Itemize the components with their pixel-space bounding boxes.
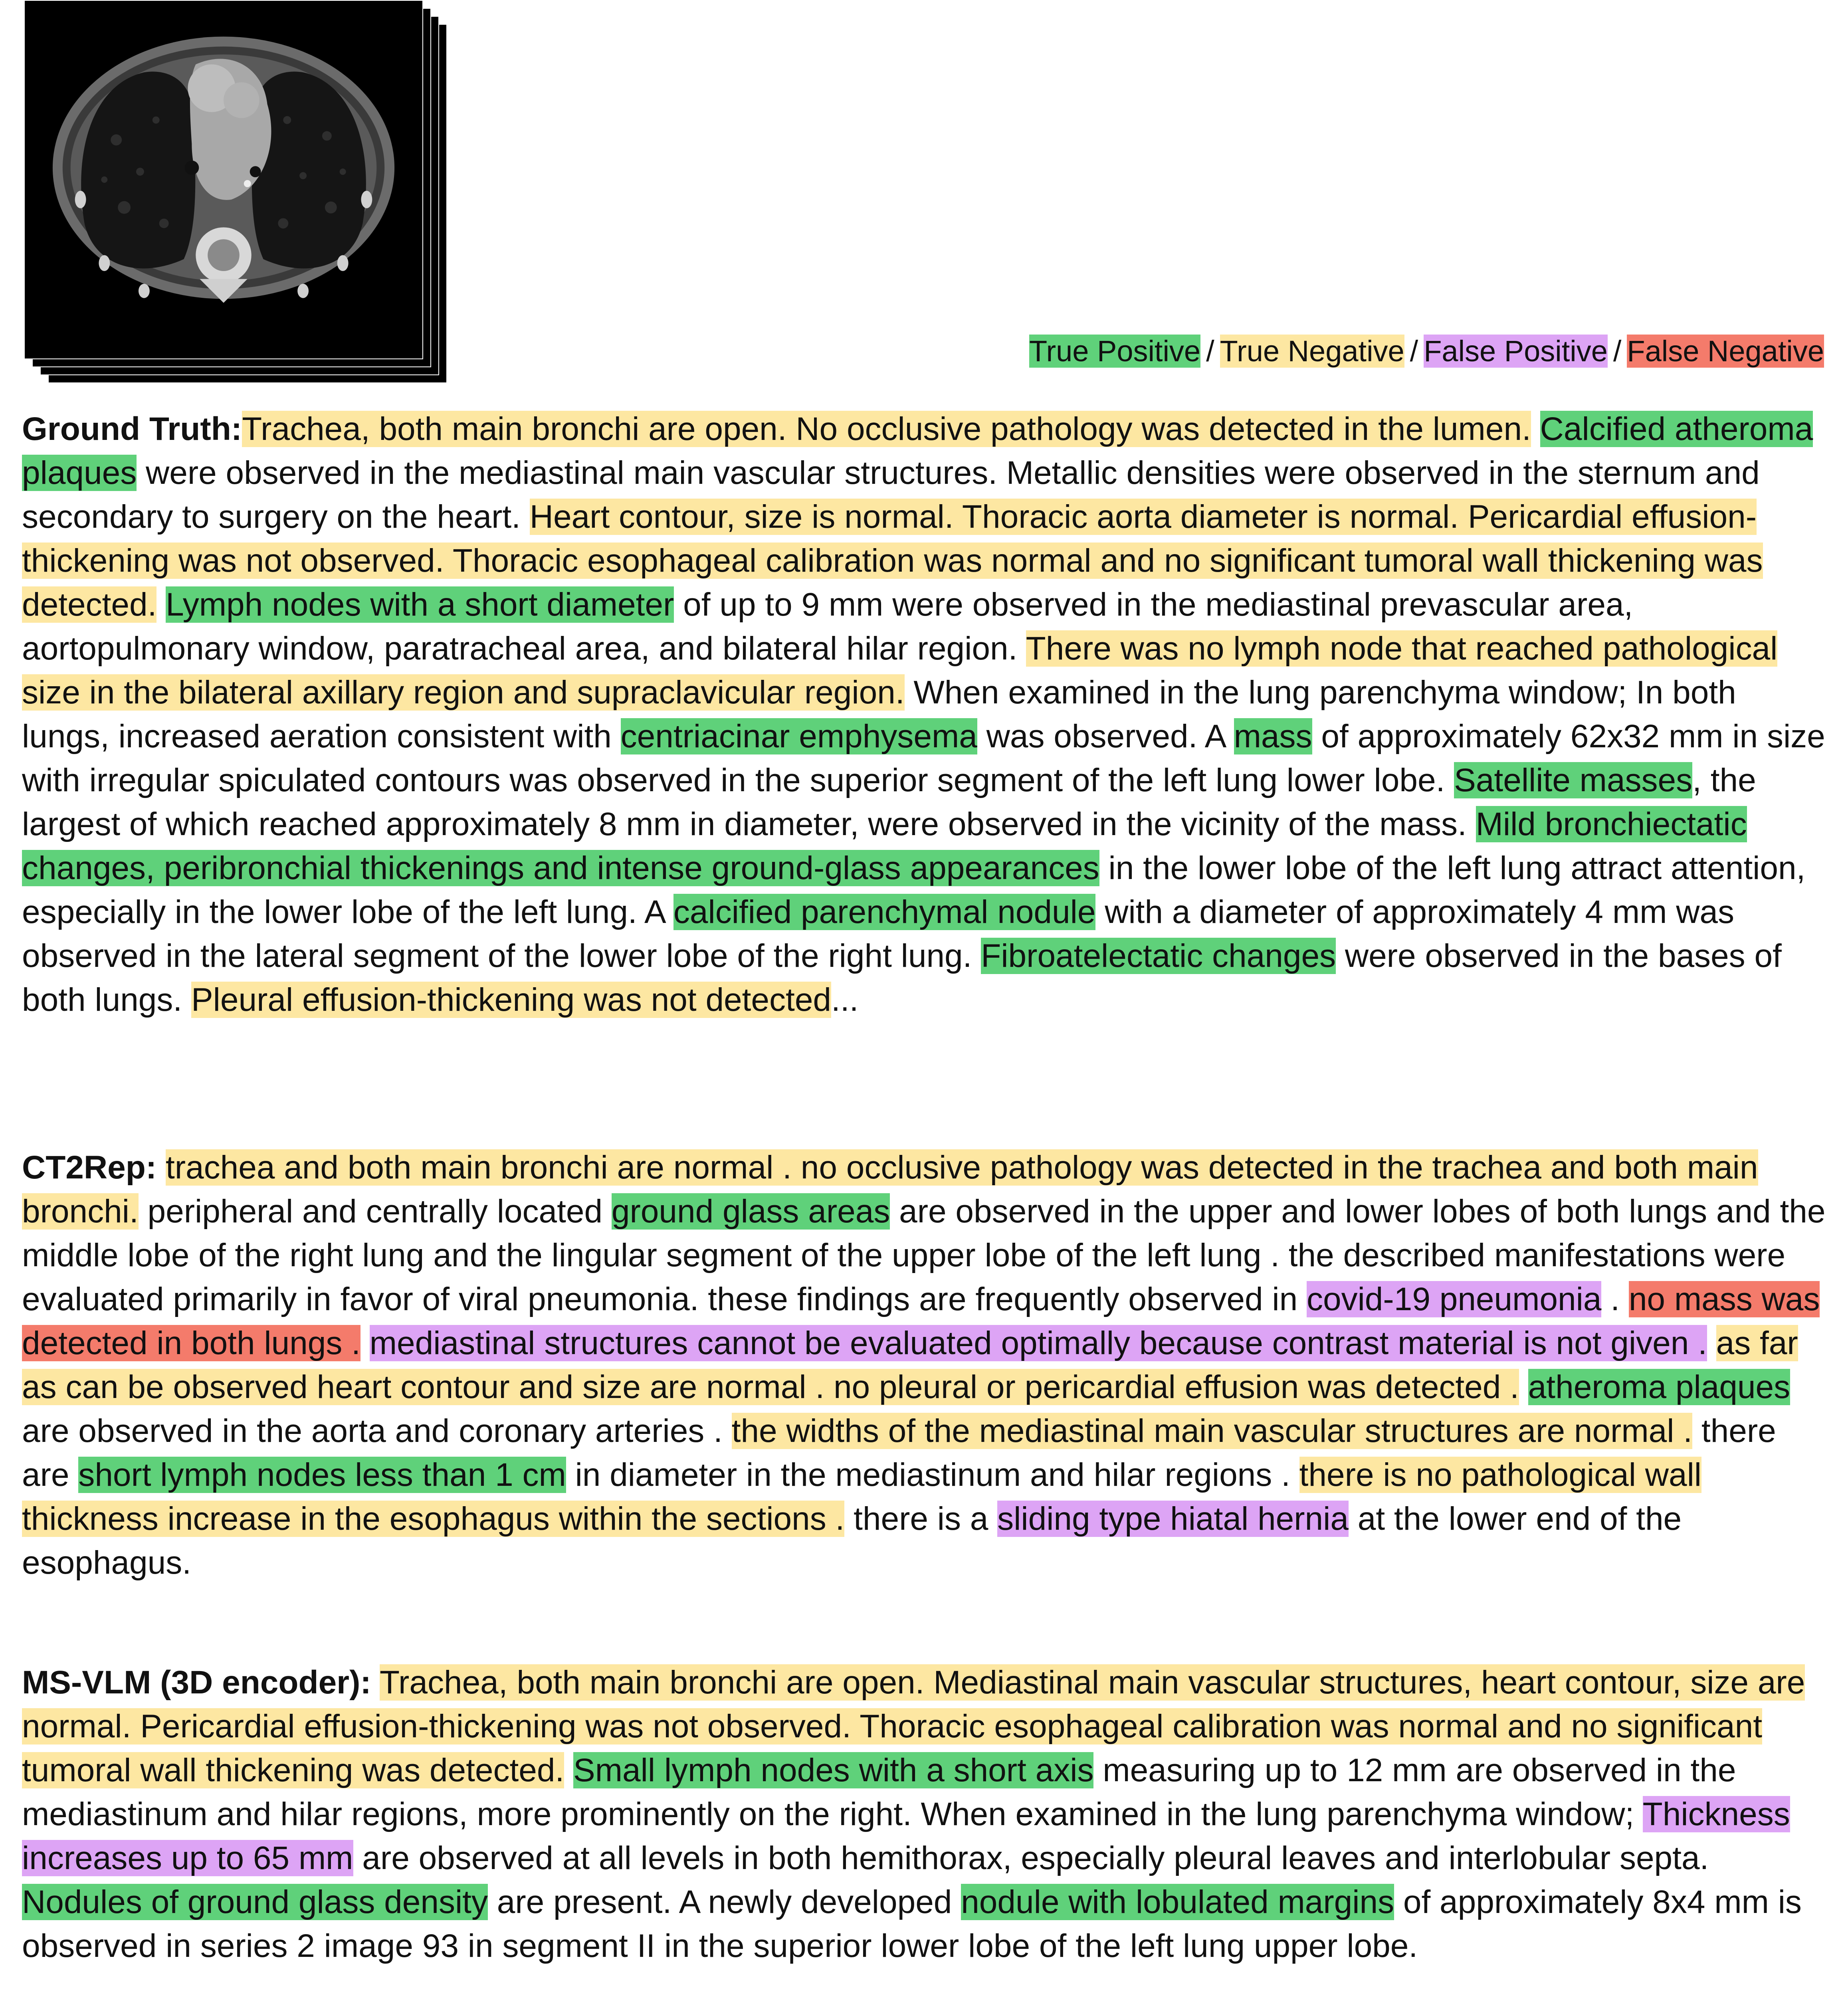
chest-ct-image xyxy=(25,1,422,358)
report-ground-truth xyxy=(22,407,1830,1022)
report-ct2rep xyxy=(22,1146,1830,1585)
legend-true-positive: True Positive xyxy=(1029,335,1201,368)
plain-text-span: with a diameter of approximately 4 mm was observed in the lateral segment of the lower lobe of the right lung. xyxy=(22,894,1735,974)
plain-text-span: are observed in the upper and lower lobes of both lungs and the middle lobe of the right lung and the lingular segment of the upper lobe of the left lung . the described manifestations were evaluated primarily in favor of viral pneumonia. these findings are frequently observed in xyxy=(22,1193,1826,1317)
true-positive-span: ground glass areas xyxy=(611,1193,890,1230)
report-label: Ground Truth: xyxy=(22,411,242,447)
report-label: CT2Rep: xyxy=(22,1149,157,1186)
false-positive-span: sliding type hiatal hernia xyxy=(997,1501,1349,1537)
plain-text-span: are present. A newly developed xyxy=(487,1884,961,1920)
true-positive-span: mass xyxy=(1234,718,1312,754)
legend-false-negative: False Negative xyxy=(1627,335,1824,368)
false-positive-span: mediastinal structures cannot be evaluated optimally because contrast material is not given . xyxy=(369,1325,1707,1361)
legend-separator: / xyxy=(1613,335,1622,368)
highlight-legend xyxy=(1029,331,1824,371)
true-positive-span: centriacinar emphysema xyxy=(620,718,977,754)
true-negative-span: Heart contour, size is normal. Thoracic aorta diameter is normal. Pericardial effusion-thickening was not observed. Thoracic esophageal calibration was normal and no significant tumoral wall thickening was detected. xyxy=(22,499,1763,623)
plain-text-span: ... xyxy=(831,982,859,1018)
true-positive-span: Lymph nodes with a short diameter xyxy=(166,586,674,623)
true-negative-span: Pleural effusion-thickening was not detected xyxy=(191,982,832,1018)
plain-text-span: peripheral and centrally located xyxy=(138,1193,612,1230)
plain-text-span: of up to 9 mm were observed in the mediastinal prevascular area, aortopulmonary window, paratracheal area, and bilateral hilar region. xyxy=(22,586,1633,667)
report-body xyxy=(22,1664,1805,1964)
report-label: MS-VLM (3D encoder): xyxy=(22,1664,371,1701)
ct-scan-stack xyxy=(24,0,431,383)
plain-text-span xyxy=(1707,1325,1716,1361)
plain-text-span: When examined in the lung parenchyma window; In both lungs, increased aeration consistent with xyxy=(22,674,1736,754)
true-negative-span: There was no lymph node that reached pathological size in the bilateral axillary region and supraclavicular region. xyxy=(22,630,1778,711)
plain-text-span xyxy=(156,586,166,623)
plain-text-span xyxy=(1519,1369,1528,1405)
plain-text-span: are observed in the aorta and coronary arteries . xyxy=(22,1413,732,1449)
true-negative-span: there is no pathological wall thickness increase in the esophagus within the sections . xyxy=(22,1457,1702,1537)
true-positive-span: Nodules of ground glass density xyxy=(22,1884,488,1920)
report-body xyxy=(22,411,1825,1018)
plain-text-span xyxy=(564,1752,573,1788)
plain-text-span: were observed in the bases of both lungs. xyxy=(22,938,1782,1018)
plain-text-span: . xyxy=(1601,1281,1629,1317)
true-positive-span: Fibroatelectatic changes xyxy=(981,938,1336,974)
true-negative-span: Trachea, both main bronchi are open. No occlusive pathology was detected in the lumen. xyxy=(242,411,1531,447)
true-negative-span: the widths of the mediastinal main vascular structures are normal . xyxy=(731,1413,1693,1449)
plain-text-span: are observed at all levels in both hemithorax, especially pleural leaves and interlobular septa. xyxy=(353,1840,1709,1876)
plain-text-span xyxy=(1531,411,1540,447)
true-positive-span: atheroma plaques xyxy=(1528,1369,1791,1405)
plain-text-span: of approximately 62x32 mm in size with irregular spiculated contours was observed in the superior segment of the left lung lower lobe. xyxy=(22,718,1825,798)
report-body xyxy=(22,1149,1826,1581)
plain-text-span xyxy=(360,1325,370,1361)
plain-text-span: there are xyxy=(22,1413,1776,1493)
plain-text-span: , the largest of which reached approximately 8 mm in diameter, were observed in the vicinity of the mass. xyxy=(22,762,1756,842)
plain-text-span: were observed in the mediastinal main vascular structures. Metallic densities were observed in the sternum and secondary to surgery on the heart. xyxy=(22,455,1760,535)
true-positive-span: short lymph nodes less than 1 cm xyxy=(78,1457,566,1493)
false-positive-span: Thickness increases up to 65 mm xyxy=(22,1796,1790,1876)
legend-separator: / xyxy=(1206,335,1214,368)
true-positive-span: calcified parenchymal nodule xyxy=(673,894,1096,930)
legend-true-negative: True Negative xyxy=(1220,335,1404,368)
true-positive-span: Small lymph nodes with a short axis xyxy=(573,1752,1094,1788)
true-positive-span: Satellite masses xyxy=(1454,762,1693,798)
false-negative-span: no mass was detected in both lungs . xyxy=(22,1281,1820,1361)
plain-text-span: of approximately 8x4 mm is observed in series 2 image 93 in segment II in the superior lower lobe of the left lung upper lobe. xyxy=(22,1884,1802,1964)
plain-text-span: measuring up to 12 mm are observed in the mediastinum and hilar regions, more prominently on the right. When examined in the lung parenchyma window; xyxy=(22,1752,1736,1832)
plain-text-span: there is a xyxy=(844,1501,998,1537)
false-positive-span: covid-19 pneumonia xyxy=(1306,1281,1602,1317)
plain-text-span: in the lower lobe of the left lung attract attention, especially in the lower lobe of the left lung. A xyxy=(22,850,1806,930)
true-positive-span: Mild bronchiectatic changes, peribronchial thickenings and intense ground-glass appearances xyxy=(22,806,1747,886)
true-positive-span: Calcified atheroma plaques xyxy=(22,411,1813,491)
true-negative-span: Trachea, both main bronchi are open. Mediastinal main vascular structures, heart contour, size are normal. Pericardial effusion-thickening was not observed. Thoracic esophageal calibration was normal and no significant tumoral wall thickening was detected. xyxy=(22,1664,1805,1788)
true-negative-span: as far as can be observed heart contour and size are normal . no pleural or pericardial effusion was detected . xyxy=(22,1325,1798,1405)
legend-false-positive: False Positive xyxy=(1424,335,1608,368)
plain-text-span: at the lower end of the esophagus. xyxy=(22,1501,1682,1581)
plain-text-span xyxy=(371,1664,380,1701)
true-positive-span: nodule with lobulated margins xyxy=(961,1884,1394,1920)
ct-slice-front xyxy=(24,0,423,359)
true-negative-span: trachea and both main bronchi are normal . no occlusive pathology was detected in the trachea and both main bronchi. xyxy=(22,1149,1758,1230)
plain-text-span: in diameter in the mediastinum and hilar regions . xyxy=(566,1457,1299,1493)
legend-separator: / xyxy=(1410,335,1418,368)
report-ms-vlm-3d-encoder xyxy=(22,1661,1830,1968)
plain-text-span xyxy=(156,1149,166,1186)
plain-text-span: was observed. A xyxy=(977,718,1234,754)
